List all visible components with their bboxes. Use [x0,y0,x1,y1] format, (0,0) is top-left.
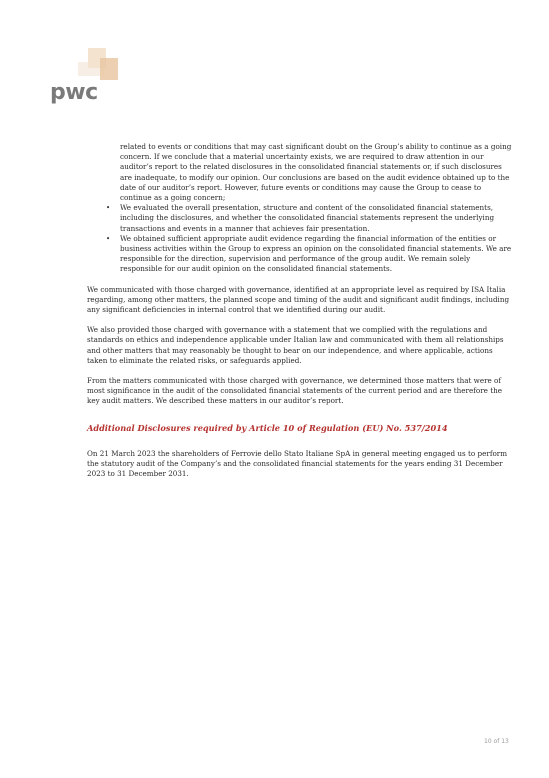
continuation-paragraph: related to events or conditions that may cast significant doubt on the Group’s ability to continue as a going concern. If we conclude that a material uncertainty exists, we are required to draw attention in our auditor’s report to the related disclosures in the consolidated financial statements or, if such disclosures are inadequate, to modify our opinion. Our conclusions are based on the audit evidence obtained up to the date of our auditor’s report. However, future events or conditions may cause the Group to cease to continue as a going concern; [120,142,512,203]
page-number: 10 of 13 [484,738,509,745]
bullet-icon: • [106,234,111,243]
pwc-logo [48,48,118,108]
list-item [106,203,513,234]
governance-paragraph: We communicated with those charged with governance, identified at an appropriate level as required by ISA Italia regarding, among other matters, the planned scope and timing of the audit and significant audit findings, including any significant deficiencies in internal control that we identified during our audit. [87,284,510,315]
list-item [106,233,513,275]
engagement-paragraph: On 21 March 2023 the shareholders of Ferrovie dello Stato Italiane SpA in general meeting engaged us to perform the statutory audit of the Company’s and the consolidated financial statements for the years ending 31 December 2023 to 31 December 2031. [87,448,508,479]
logo-text: pwc [50,80,98,105]
independence-paragraph: We also provided those charged with governance with a statement that we complied with the regulations and standards on ethics and independence applicable under Italian law and communicated with them all relationships and other matters that may reasonably be thought to bear on our independence, and where applicable, actions taken to eliminate the related risks, or safeguards applied. [87,325,504,365]
key-matters-paragraph: From the matters communicated with those charged with governance, we determined those matters that were of most significance in the audit of the consolidated financial statements of the current period and are therefore the key audit matters. We described these matters in our auditor’s report. [87,376,502,406]
bullet-text: We evaluated the overall presentation, structure and content of the consolidated financial statements, including the disclosures, and whether the consolidated financial statements represent the underlying transactions and events in a manner that achieves fair presentation. [120,203,495,233]
report-body [87,142,513,479]
bullet-text: We obtained sufficient appropriate audit evidence regarding the financial information of the entities or business activities within the Group to express an opinion on the consolidated financial statements. We are responsible for the direction, supervision and performance of the group audit. We remain solely responsible for our audit opinion on the consolidated financial statements. [120,233,512,274]
bullet-icon: • [106,204,111,213]
bullet-list [87,203,513,274]
logo-mark [74,48,118,82]
section-heading: Additional Disclosures required by Article 10 of Regulation (EU) No. 537/2014 [87,422,448,433]
